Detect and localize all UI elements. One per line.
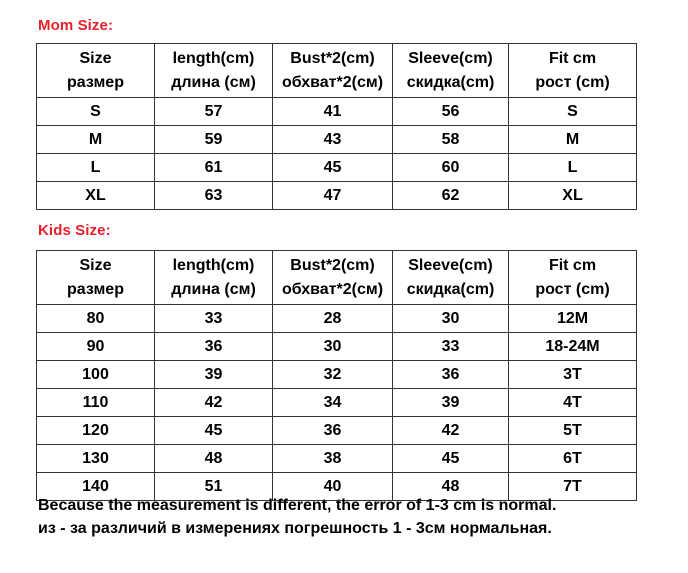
cell-fit: M <box>509 126 637 154</box>
cell-fit: XL <box>509 182 637 210</box>
cell-fit: L <box>509 154 637 182</box>
cell-size: 100 <box>37 361 155 389</box>
cell-length: 42 <box>155 389 273 417</box>
cell-sleeve: 30 <box>393 305 509 333</box>
header-label-en: length(cm) <box>172 49 255 67</box>
cell-bust: 32 <box>273 361 393 389</box>
cell-bust: 36 <box>273 417 393 445</box>
header-label-ru: размер <box>67 73 124 91</box>
cell-fit: 4T <box>509 389 637 417</box>
table-row <box>37 305 637 333</box>
header-label-ru: длина (см) <box>171 73 256 91</box>
cell-size: XL <box>37 182 155 210</box>
cell-fit: 18-24M <box>509 333 637 361</box>
cell-length: 63 <box>155 182 273 210</box>
header-label-en: length(cm) <box>172 256 255 274</box>
table-row <box>37 126 637 154</box>
mom-size-title: Mom Size: <box>38 17 114 34</box>
cell-fit: S <box>509 98 637 126</box>
cell-sleeve: 60 <box>393 154 509 182</box>
header-fit <box>509 44 637 98</box>
header-label-ru: скидка(cm) <box>406 280 495 298</box>
cell-length: 48 <box>155 445 273 473</box>
measurement-note-russian: из - за различий в измерениях погрешность 1 - 3см нормальная. <box>38 520 552 537</box>
cell-bust: 47 <box>273 182 393 210</box>
cell-fit: 5T <box>509 417 637 445</box>
cell-sleeve: 42 <box>393 417 509 445</box>
cell-size: 110 <box>37 389 155 417</box>
kids-size-table <box>36 250 637 501</box>
cell-size: 130 <box>37 445 155 473</box>
cell-bust: 43 <box>273 126 393 154</box>
cell-fit: 3T <box>509 361 637 389</box>
header-label-en: Bust*2(cm) <box>290 256 375 274</box>
cell-size: 80 <box>37 305 155 333</box>
header-label-en: Size <box>79 49 112 67</box>
cell-bust: 38 <box>273 445 393 473</box>
cell-length: 61 <box>155 154 273 182</box>
header-size <box>37 251 155 305</box>
cell-length: 59 <box>155 126 273 154</box>
cell-bust: 40 <box>273 473 393 501</box>
header-label-ru: рост (cm) <box>535 280 610 298</box>
table-header-row <box>37 251 637 305</box>
cell-size: 140 <box>37 473 155 501</box>
table-row <box>37 154 637 182</box>
table-row <box>37 182 637 210</box>
table-header-row <box>37 44 637 98</box>
header-fit <box>509 251 637 305</box>
table-row <box>37 98 637 126</box>
table-row <box>37 361 637 389</box>
header-length <box>155 251 273 305</box>
cell-bust: 34 <box>273 389 393 417</box>
cell-size: L <box>37 154 155 182</box>
header-label-en: Sleeve(cm) <box>408 256 493 274</box>
table-row <box>37 445 637 473</box>
mom-size-table <box>36 43 637 210</box>
header-size <box>37 44 155 98</box>
header-label-ru: длина (см) <box>171 280 256 298</box>
cell-length: 51 <box>155 473 273 501</box>
cell-size: S <box>37 98 155 126</box>
cell-fit: 7T <box>509 473 637 501</box>
header-label-en: Fit cm <box>548 49 597 67</box>
cell-bust: 45 <box>273 154 393 182</box>
cell-length: 57 <box>155 98 273 126</box>
header-length <box>155 44 273 98</box>
header-label-en: Bust*2(cm) <box>290 49 375 67</box>
cell-sleeve: 48 <box>393 473 509 501</box>
cell-sleeve: 45 <box>393 445 509 473</box>
cell-sleeve: 36 <box>393 361 509 389</box>
header-label-ru: рост (cm) <box>535 73 610 91</box>
cell-sleeve: 56 <box>393 98 509 126</box>
cell-sleeve: 33 <box>393 333 509 361</box>
cell-fit: 12M <box>509 305 637 333</box>
header-label-ru: обхват*2(см) <box>281 73 384 91</box>
cell-bust: 28 <box>273 305 393 333</box>
cell-size: M <box>37 126 155 154</box>
table-row <box>37 389 637 417</box>
cell-fit: 6T <box>509 445 637 473</box>
header-label-en: Size <box>79 256 112 274</box>
cell-length: 39 <box>155 361 273 389</box>
header-bust <box>273 251 393 305</box>
header-label-ru: обхват*2(см) <box>281 280 384 298</box>
cell-size: 120 <box>37 417 155 445</box>
cell-length: 36 <box>155 333 273 361</box>
table-row <box>37 333 637 361</box>
cell-sleeve: 39 <box>393 389 509 417</box>
header-sleeve <box>393 251 509 305</box>
table-row <box>37 417 637 445</box>
header-label-en: Fit cm <box>548 256 597 274</box>
cell-length: 33 <box>155 305 273 333</box>
kids-size-title: Kids Size: <box>38 222 111 239</box>
cell-bust: 30 <box>273 333 393 361</box>
header-label-ru: размер <box>67 280 124 298</box>
header-sleeve <box>393 44 509 98</box>
cell-length: 45 <box>155 417 273 445</box>
header-label-en: Sleeve(cm) <box>408 49 493 67</box>
measurement-note-english: Because the measurement is different, the error of 1-3 cm is normal. <box>38 497 557 514</box>
cell-size: 90 <box>37 333 155 361</box>
header-label-ru: скидка(cm) <box>406 73 495 91</box>
cell-sleeve: 58 <box>393 126 509 154</box>
cell-bust: 41 <box>273 98 393 126</box>
cell-sleeve: 62 <box>393 182 509 210</box>
header-bust <box>273 44 393 98</box>
